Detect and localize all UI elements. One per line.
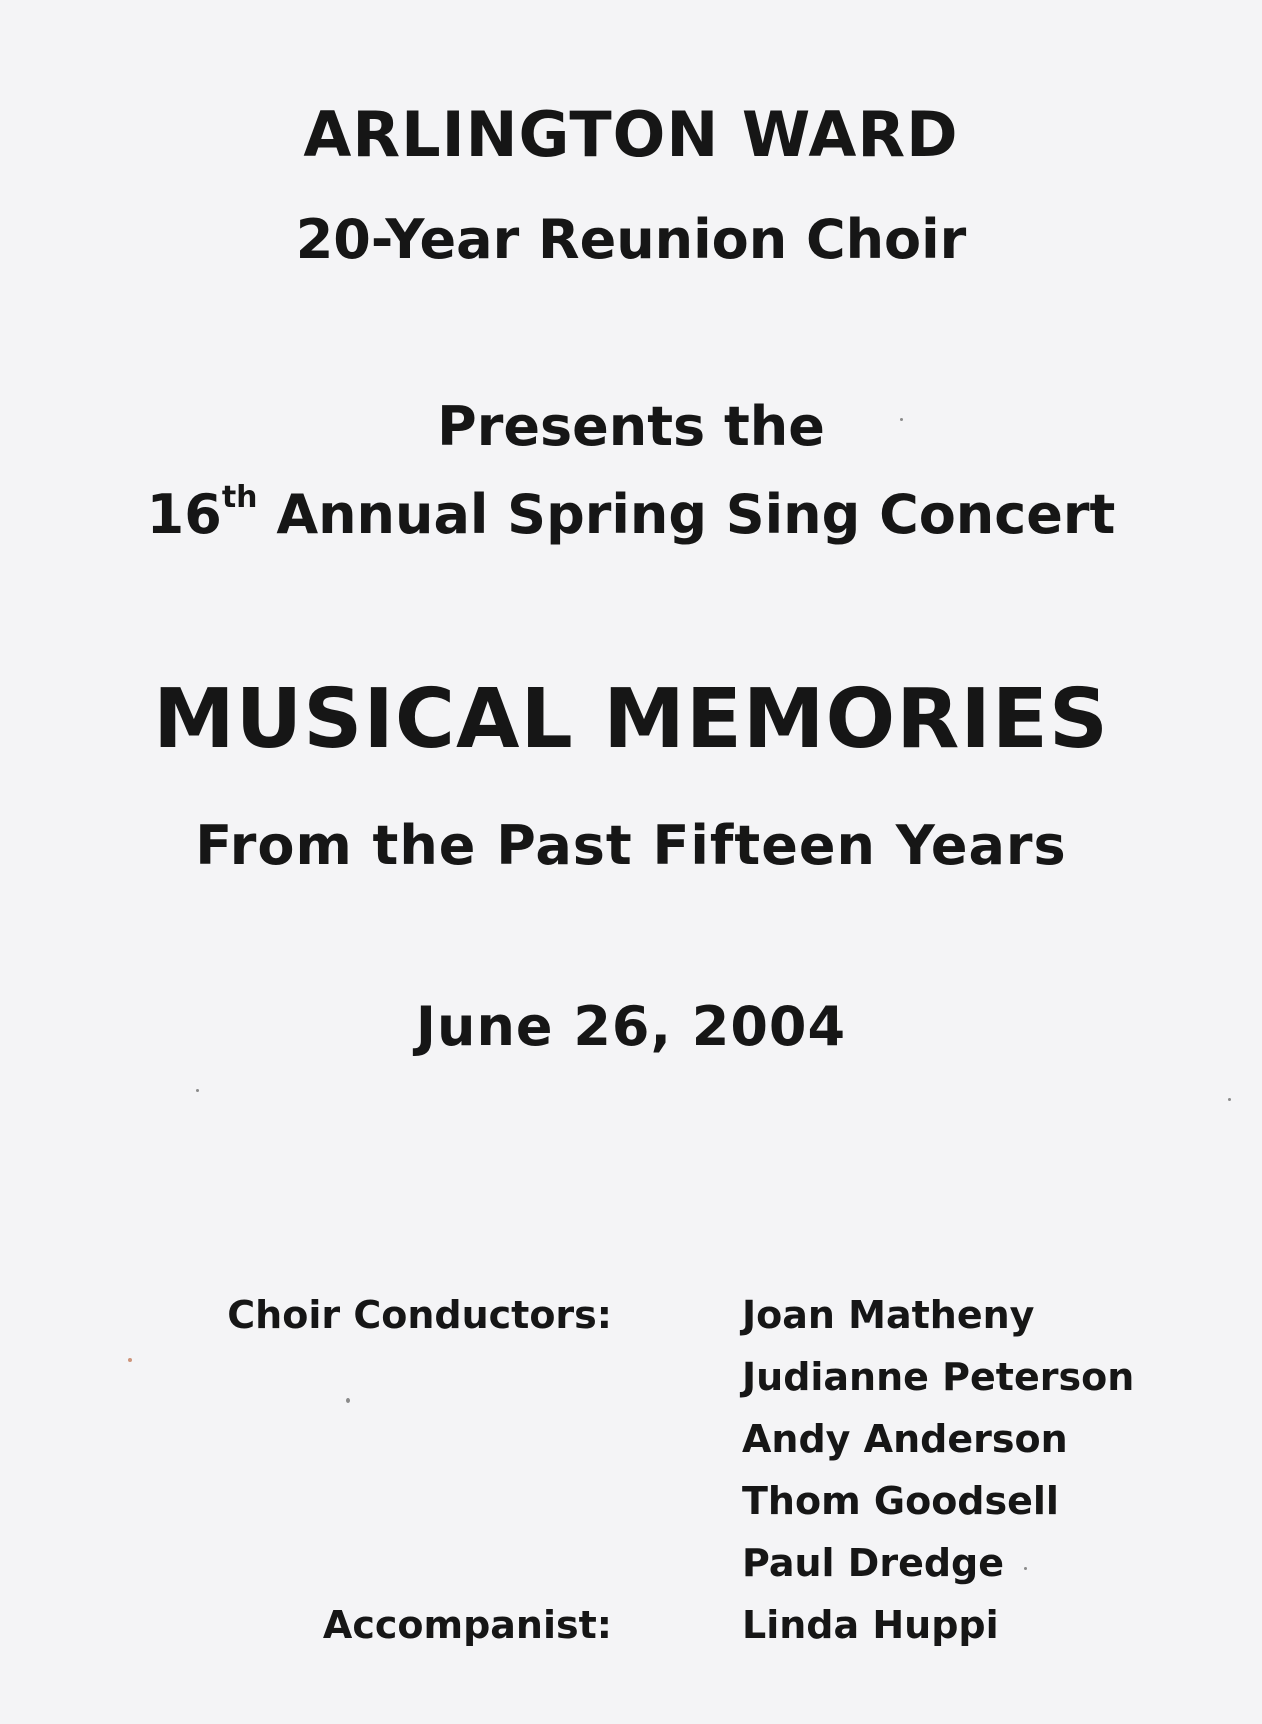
scan-speck bbox=[196, 1089, 199, 1092]
concert-ordinal: 16 bbox=[146, 483, 222, 546]
conductor-name: Andy Anderson bbox=[742, 1417, 1068, 1461]
conductor-name: Joan Matheny bbox=[742, 1293, 1035, 1337]
conductor-name: Thom Goodsell bbox=[742, 1479, 1059, 1523]
scan-speck bbox=[346, 1398, 350, 1403]
concert-name bbox=[0, 480, 1262, 546]
scan-speck bbox=[1024, 1567, 1027, 1570]
presents-line: Presents the bbox=[437, 395, 825, 458]
accompanist-name: Linda Huppi bbox=[742, 1603, 999, 1647]
accompanist-label: Accompanist: bbox=[322, 1603, 612, 1647]
conductor-name: Paul Dredge bbox=[742, 1541, 1005, 1585]
concert-title: MUSICAL MEMORIES bbox=[153, 672, 1109, 767]
concert-subtitle: From the Past Fifteen Years bbox=[195, 814, 1067, 877]
org-name: ARLINGTON WARD bbox=[303, 98, 959, 171]
conductors-label: Choir Conductors: bbox=[227, 1293, 612, 1337]
scan-speck bbox=[1228, 1098, 1231, 1101]
concert-ordinal-suffix: th bbox=[221, 480, 258, 515]
conductor-name: Judianne Peterson bbox=[742, 1355, 1135, 1399]
scan-speck bbox=[900, 418, 903, 421]
choir-name: 20-Year Reunion Choir bbox=[295, 208, 967, 271]
concert-name-rest: Annual Spring Sing Concert bbox=[257, 483, 1116, 546]
concert-date: June 26, 2004 bbox=[415, 995, 847, 1058]
scan-speck bbox=[128, 1358, 132, 1362]
